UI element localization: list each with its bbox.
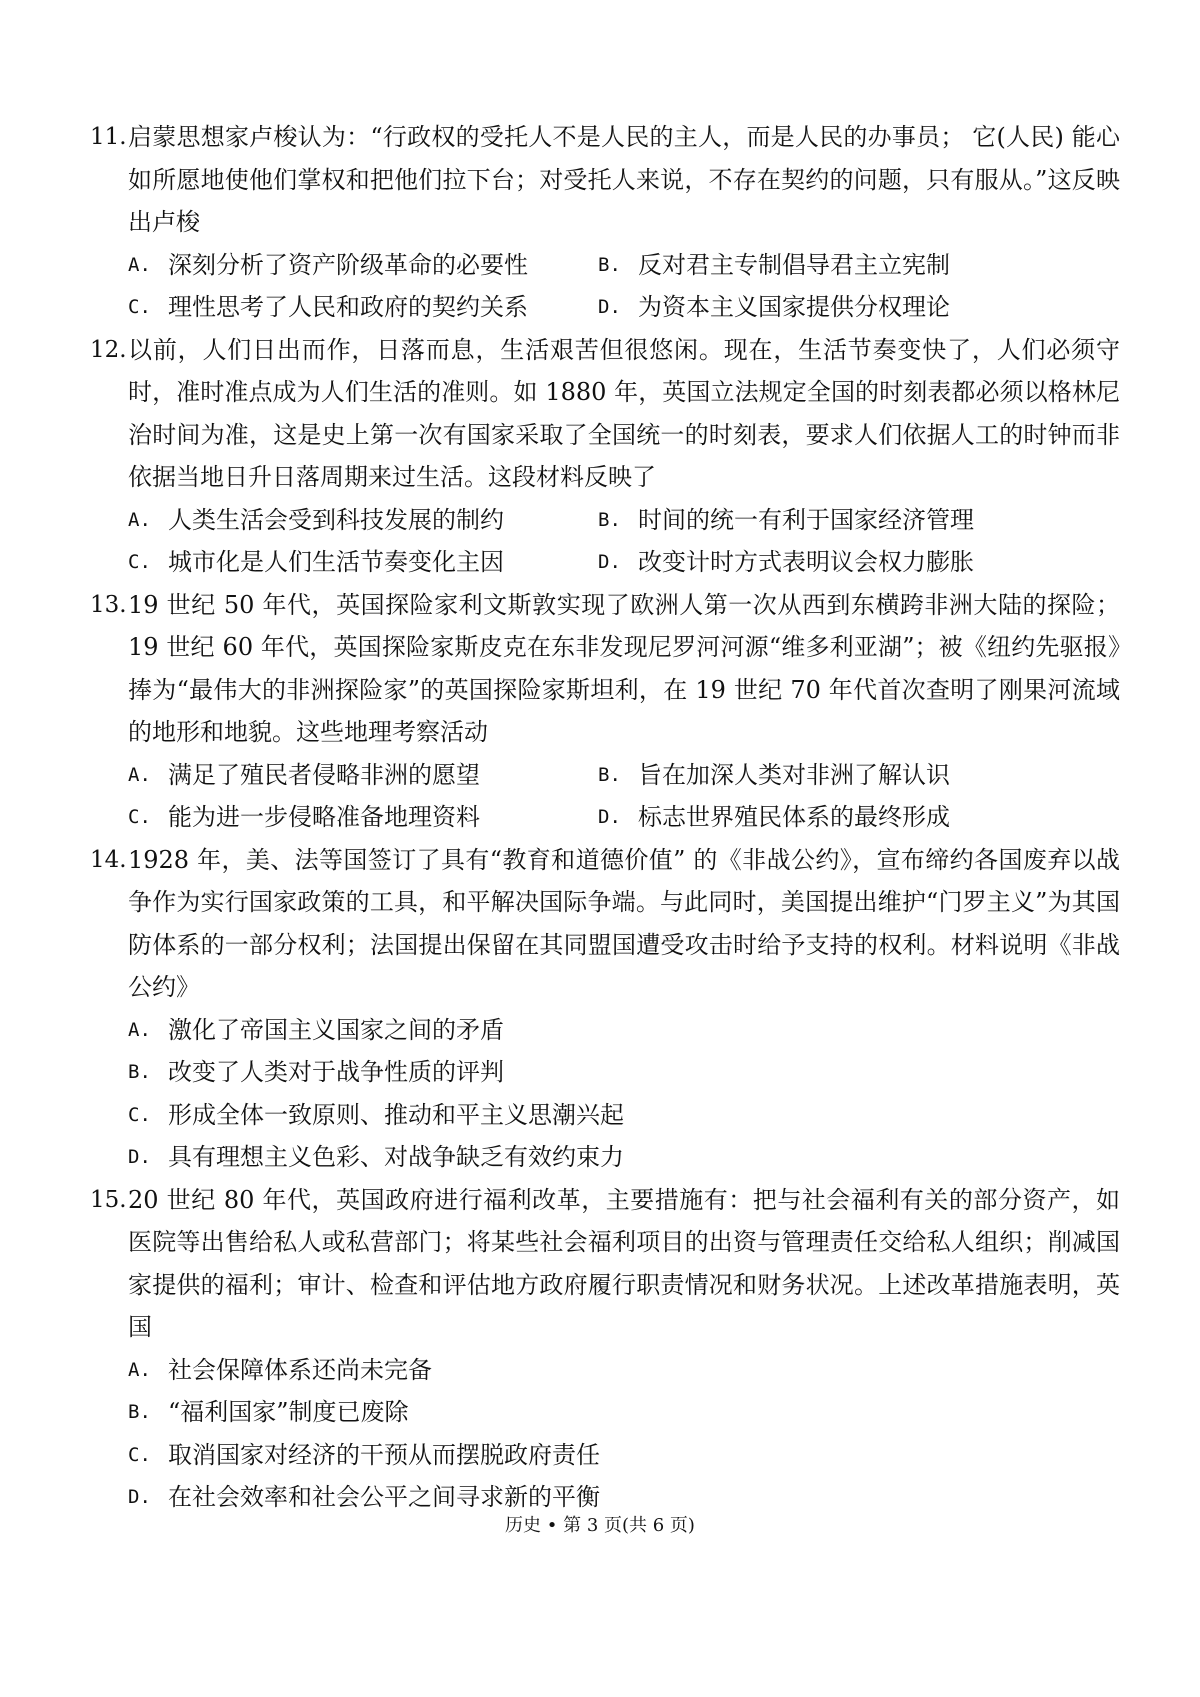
option-letter: C. <box>128 1443 151 1466</box>
option-text: 深刻分析了资产阶级革命的必要性 <box>168 250 528 279</box>
option-text: 具有理想主义色彩、对战争缺乏有效约束力 <box>168 1143 624 1171</box>
question-text: 以前，人们日出而作，日落而息，生活艰苦但很悠闲。现在，生活节奏变快了，人们必须守时，准时准点成为人们生活的准则。如 1880 年，英国立法规定全国的时刻表都必须以格林尼治时间为准，这是史上第一次有国家采取了全国统一的时刻表，要求人们依据人工的时钟而非依据当地日升日落周期来过生活。这段材料反映了 <box>128 335 1120 491</box>
question-number: 11. <box>90 124 127 150</box>
option-letter: D. <box>598 296 621 318</box>
option-letter: B. <box>598 253 621 276</box>
option-text: 反对君主专制倡导君主立宪制 <box>638 250 950 279</box>
option-row <box>128 244 1120 287</box>
question-15 <box>90 1179 1120 1519</box>
option-letter: A. <box>128 508 151 531</box>
option-text: 能为进一步侵略准备地理资料 <box>168 803 480 831</box>
option-list <box>90 244 1120 329</box>
option-list <box>90 1349 1120 1519</box>
option-text: 激化了帝国主义国家之间的矛盾 <box>168 1015 504 1044</box>
option-letter: D. <box>128 1146 151 1168</box>
option-text: 取消国家对经济的干预从而摆脱政府责任 <box>168 1440 600 1469</box>
question-number: 12. <box>90 336 127 363</box>
option-letter: C. <box>128 296 151 318</box>
option-c <box>128 286 598 329</box>
option-d <box>598 796 950 839</box>
question-text: 启蒙思想家卢梭认为：“行政权的受托人不是人民的主人，而是人民的办事员； 它(人民) 能心如所愿地使他们掌权和把他们拉下台；对受托人来说，不存在契约的问题，只有服从。”这反映出卢梭 <box>128 123 1120 236</box>
option-text: 在社会效率和社会公平之间寻求新的平衡 <box>168 1483 600 1511</box>
question-stem <box>90 329 1120 499</box>
option-letter: A. <box>128 1018 151 1041</box>
option-b <box>128 1391 1120 1434</box>
option-a <box>128 1009 1120 1052</box>
option-text: “福利国家”制度已废除 <box>168 1398 409 1426</box>
option-text: 改变了人类对于战争性质的评判 <box>168 1058 504 1086</box>
option-letter: D. <box>598 551 621 573</box>
option-c <box>128 796 598 839</box>
question-text: 19 世纪 50 年代，英国探险家利文斯敦实现了欧洲人第一次从西到东横跨非洲大陆的探险； 19 世纪 60 年代，英国探险家斯皮克在东非发现尼罗河河源“维多利亚湖”；被《纽约先驱报》捧为“最伟大的非洲探险家”的英国探险家斯坦利，在 19 世纪 70 年代首次查明了刚果河流域的地形和地貌。这些地理考察活动 <box>128 590 1120 746</box>
option-d <box>128 1136 1120 1179</box>
option-letter: A. <box>128 763 151 786</box>
question-stem <box>90 839 1120 1009</box>
option-letter: A. <box>128 1358 151 1381</box>
question-text: 1928 年，美、法等国签订了具有“教育和道德价值” 的《非战公约》，宣布缔约各国废弃以战争作为实行国家政策的工具，和平解决国际争端。与此同时，美国提出维护“门罗主义”为其国防体系的一部分权利；法国提出保留在其同盟国遭受攻击时给予支持的权利。材料说明《非战公约》 <box>128 845 1120 1001</box>
question-11 <box>90 116 1120 329</box>
question-13 <box>90 584 1120 839</box>
question-stem <box>90 584 1120 754</box>
option-letter: C. <box>128 1103 151 1126</box>
option-letter: C. <box>128 806 151 828</box>
option-c <box>128 1094 1120 1137</box>
option-text: 为资本主义国家提供分权理论 <box>638 293 950 321</box>
option-b <box>598 499 974 542</box>
question-stem <box>90 116 1120 244</box>
option-text: 旨在加深人类对非洲了解认识 <box>638 760 950 789</box>
option-text: 城市化是人们生活节奏变化主因 <box>168 548 504 576</box>
option-letter: B. <box>598 508 621 531</box>
option-list <box>90 499 1120 584</box>
option-c <box>128 541 598 584</box>
option-text: 社会保障体系还尚未完备 <box>168 1355 432 1384</box>
question-list <box>90 116 1120 1519</box>
option-d <box>128 1476 1120 1519</box>
question-12 <box>90 329 1120 584</box>
option-letter: C. <box>128 551 151 573</box>
option-b <box>128 1051 1120 1094</box>
option-row <box>128 796 1120 839</box>
option-letter: D. <box>128 1486 151 1508</box>
option-row <box>128 499 1120 542</box>
option-a <box>128 244 598 287</box>
option-d <box>598 541 974 584</box>
option-row <box>128 541 1120 584</box>
option-d <box>598 286 950 329</box>
question-text: 20 世纪 80 年代，英国政府进行福利改革，主要措施有：把与社会福利有关的部分资产，如医院等出售给私人或私营部门；将某些社会福利项目的出资与管理责任交给私人组织；削减国家提供的福利；审计、检查和评估地方政府履行职责情况和财务状况。上述改革措施表明，英国 <box>128 1185 1120 1341</box>
option-text: 人类生活会受到科技发展的制约 <box>168 505 504 534</box>
question-14 <box>90 839 1120 1179</box>
option-letter: A. <box>128 253 151 276</box>
option-list <box>90 1009 1120 1179</box>
option-list <box>90 754 1120 839</box>
page-footer: 历史 • 第 3 页(共 6 页) <box>505 1515 695 1536</box>
option-a <box>128 499 598 542</box>
option-b <box>598 754 950 797</box>
option-letter: B. <box>128 1401 151 1423</box>
option-a <box>128 754 598 797</box>
option-text: 理性思考了人民和政府的契约关系 <box>168 293 528 321</box>
question-number: 15. <box>90 1186 127 1213</box>
option-row <box>128 754 1120 797</box>
option-b <box>598 244 950 287</box>
question-stem <box>90 1179 1120 1349</box>
option-letter: B. <box>128 1061 151 1083</box>
option-text: 改变计时方式表明议会权力膨胀 <box>638 548 974 576</box>
option-letter: D. <box>598 806 621 828</box>
option-c <box>128 1434 1120 1477</box>
option-text: 标志世界殖民体系的最终形成 <box>638 803 950 831</box>
option-text: 形成全体一致原则、推动和平主义思潮兴起 <box>168 1100 624 1129</box>
option-text: 时间的统一有利于国家经济管理 <box>638 505 974 534</box>
option-letter: B. <box>598 763 621 786</box>
question-number: 13. <box>90 591 127 618</box>
question-number: 14. <box>90 846 127 873</box>
option-a <box>128 1349 1120 1392</box>
option-text: 满足了殖民者侵略非洲的愿望 <box>168 760 480 789</box>
option-row <box>128 286 1120 329</box>
